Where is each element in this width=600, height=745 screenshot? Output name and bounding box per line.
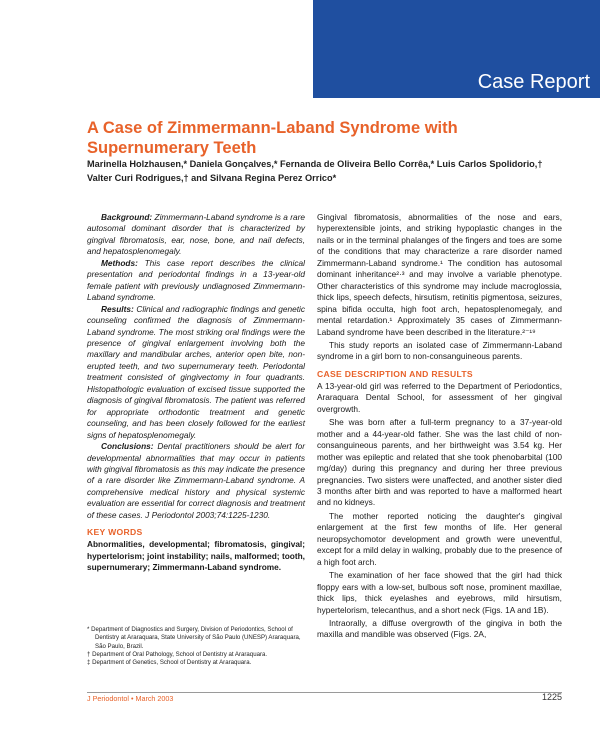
case-paragraph-3: The mother reported noticing the daughter's gingival enlargement at the first few months of life. Her general neuropsychomotor development and growth were uneventful, except for a mild delay in walking, probably due to the presence of a high foot arch. xyxy=(317,510,562,567)
intro-paragraph-2: This study reports an isolated case of Zimmermann-Laband syndrome in a girl born to non-consanguineous parents. xyxy=(317,339,562,362)
footer-divider xyxy=(87,692,562,693)
keywords-text: Abnormalities, developmental; fibromatosis, gingival; hypertelorism; joint instability; nails, malformed; tooth, supernumerary; Zimmermann-Laband syndrome. xyxy=(87,539,305,573)
footnote: † Department of Oral Pathology, School of Dentistry at Araraquara. xyxy=(87,650,268,658)
case-paragraph-2: She was born after a full-term pregnancy to a 37-year-old mother and a 44-year-old father. She was the last child of non-consanguineous parents, and her birthweight was 3.54 kg. Her mother was epileptic and related that she took phenobarbital (100 mg/day) during this pregnancy and during her three previous pregnancies. Two sisters were unaffected, and another sister died 3 months after birth and was reported to have a malformed heart and no kidneys. xyxy=(317,417,562,508)
article-type-label: Case Report xyxy=(477,71,590,93)
footnote: ‡ Department of Genetics, School of Dentistry at Araraquara. xyxy=(87,659,252,667)
abstract xyxy=(87,212,305,521)
left-column xyxy=(87,212,305,574)
case-paragraph-1: A 13-year-old girl was referred to the Department of Periodontics, Araraquara Dental School, for assessment of her gingival overgrowth. xyxy=(317,380,562,414)
case-paragraph-5: Intraorally, a diffuse overgrowth of the gingiva in both the maxilla and mandible was observed (Figs. 2A, xyxy=(317,617,562,640)
abstract-background: Background: Zimmermann-Laband syndrome is a rare autosomal dominant disorder that is characterized by gingival fibromatosis, ear, nose, bone, and nail defects, and hepatosplenomegaly. xyxy=(87,212,305,257)
abstract-results: Results: Clinical and radiographic findings and genetic counseling confirmed the diagnosis of Zimmermann-Laband syndrome. The most striking oral findings were the presence of gingival enlargement involving both the maxillary and mandibular arches, anterior open bite, non-erupted teeth, and two supernumerary teeth. Periodontal treatment consisted of gingivectomy in four quadrants. Histopathologic evaluation of excised tissue supported the diagnosis of gingival fibromatosis. The patient was referred for appropriate orthodontic treatment and genetic counseling, and has been closely followed for the earliest signs of hepatosplenomegaly. xyxy=(87,303,305,440)
keywords-heading: KEY WORDS xyxy=(87,527,143,538)
article-title: A Case of Zimmermann-Laband Syndrome with Supernumerary Teeth xyxy=(87,119,458,157)
page-number: 1225 xyxy=(541,692,562,702)
journal-citation: J Periodontol • March 2003 xyxy=(87,694,174,703)
abstract-conclusions: Conclusions: Dental practitioners should be alert for developmental abnormalities that may occur in patients with gingival fibromatosis as this may indicate the presence of a rare disorder like Zimmermann-Laband syndrome. A comprehensive medical history and physical systemic evaluation are essential for correct diagnosis and treatment of these cases. J Periodontol 2003;74:1225-1230. xyxy=(87,441,305,520)
right-column xyxy=(317,212,562,641)
author-list: Marinella Holzhausen,* Daniela Gonçalves,* Fernanda de Oliveira Bello Corrêa,* Luis Carlos Spolidorio,† Valter Curi Rodrigues,† and Silvana Regina Perez Orrico* xyxy=(87,159,543,183)
case-heading: CASE DESCRIPTION AND RESULTS xyxy=(317,368,473,379)
case-paragraph-4: The examination of her face showed that the girl had thick floppy ears with a low-set, bulbous soft nose, prominent maxillae, thick lips, thick eyelashes and eyebrows, mild hirsutism, hypertelorism, telecanthus, and a short neck (Figs. 1A and 1B). xyxy=(317,570,562,615)
intro-paragraph-1: Gingival fibromatosis, abnormalities of the nose and ears, hyperextensible joints, and striking hypoplastic changes in the nails or in the terminal phalanges of the fingers and toes are some of the conditions that may characterize a rare disorder named Zimmermann-Laband syndrome.¹ The condition has autosomal dominant inheritance²·³ and may involve a variable phenotype. Other characteristics of this syndrome may include macroglossia, thick lips, speech defects, hirsutism, retinitis pigmentosa, seizures, spina bifida occulta, high foot arch, hepatosplenomegaly, and mental retardation.¹ Approximately 35 cases of Zimmermann-Laband syndrome have been described in the literature.²⁻¹⁹ xyxy=(317,212,562,337)
abstract-methods: Methods: This case report describes the clinical presentation and periodontal findings in a 13-year-old female patient with previously undiagnosed Zimmermann-Laband syndrome. xyxy=(87,257,305,303)
header-banner xyxy=(313,0,600,98)
footnote: * Department of Diagnostics and Surgery, Division of Periodontics, School of Dentistry at Araraquara, State University of São Paulo (UNESP) Araraquara, São Paulo, Brazil. xyxy=(87,626,301,650)
footnotes xyxy=(87,626,312,667)
